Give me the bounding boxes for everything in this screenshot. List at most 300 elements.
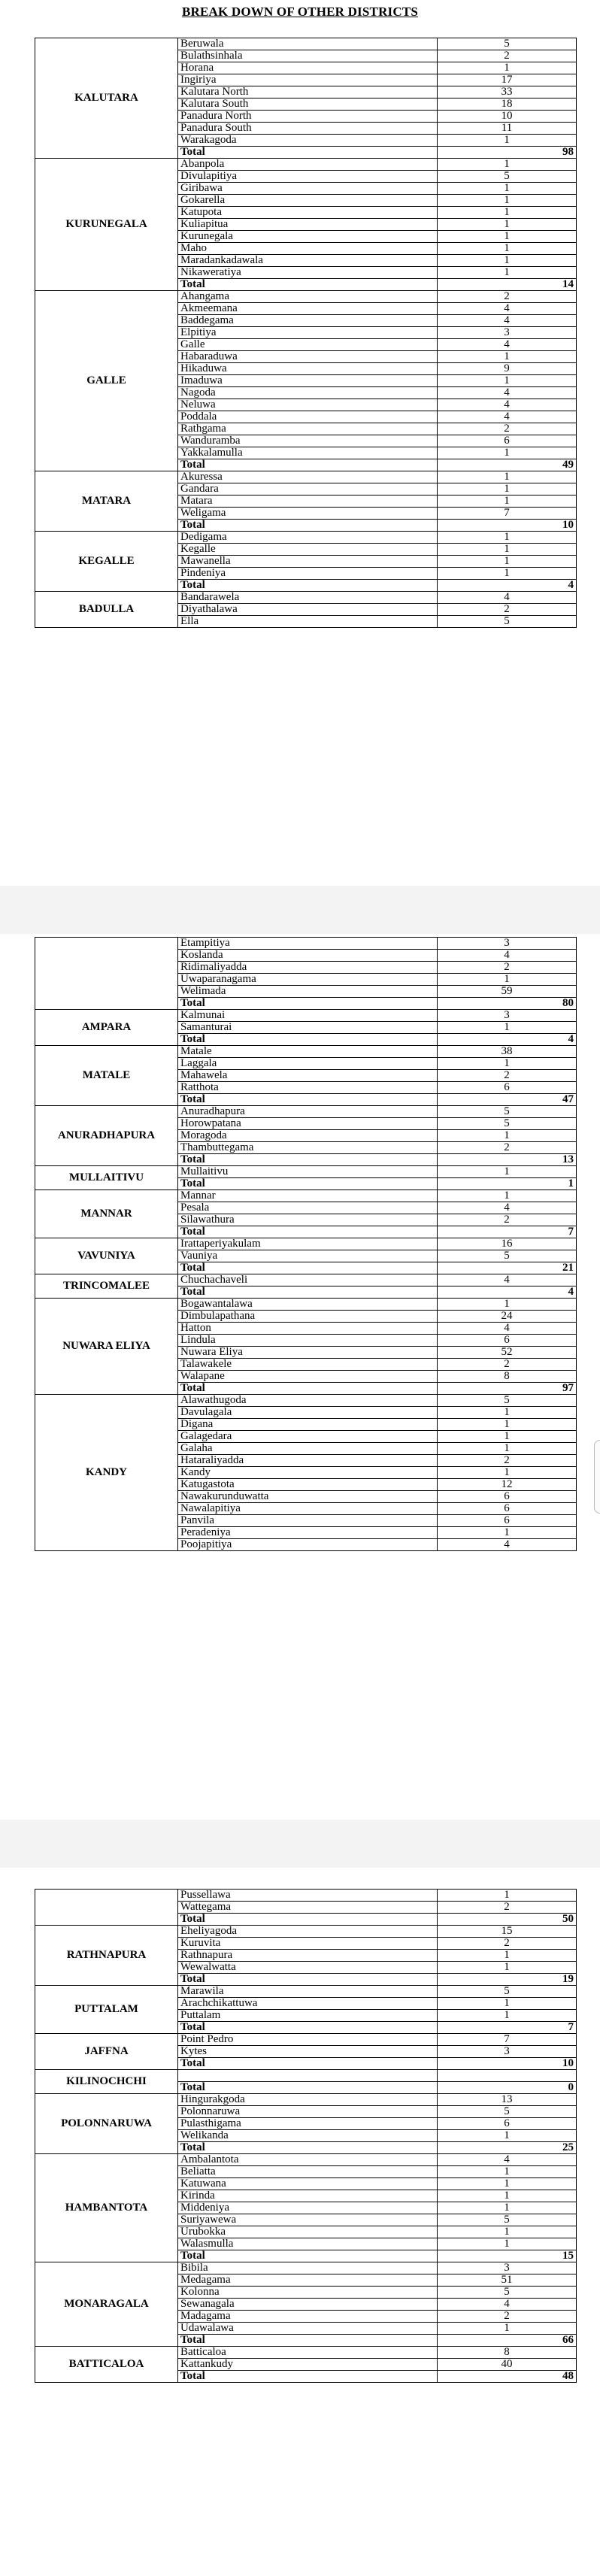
district-name: MATARA [35,471,178,532]
division-name: Akmeemana [178,303,438,315]
division-name: Urubokka [178,2226,438,2238]
district-table-page-3 [35,1889,577,2383]
division-name: Pussellawa [178,1890,438,1902]
division-count: 3 [438,938,577,950]
total-label: Total [178,2058,438,2070]
division-count: 4 [438,1539,577,1551]
total-label: Total [178,1262,438,1274]
division-count: 1 [438,255,577,267]
division-name: Katuwana [178,2178,438,2190]
total-label: Total [178,2250,438,2262]
total-label: Total [178,1034,438,1046]
division-name: Talawakele [178,1359,438,1371]
total-label: Total [178,520,438,532]
division-count: 8 [438,2347,577,2359]
total-value: 49 [438,459,577,471]
division-name: Davulagala [178,1407,438,1419]
division-name: Katupota [178,207,438,219]
division-count: 2 [438,604,577,616]
division-name: Panadura North [178,111,438,123]
division-name: Ridimaliyadda [178,962,438,974]
total-value: 10 [438,520,577,532]
table-row [35,592,577,604]
table-row [35,159,577,171]
table-row [35,1299,577,1311]
division-name: Baddegama [178,315,438,327]
division-name: Moragoda [178,1130,438,1142]
division-name: Puttalam [178,2010,438,2022]
division-count: 2 [438,423,577,435]
total-value: 4 [438,1286,577,1299]
division-count: 1 [438,1998,577,2010]
division-name: Panadura South [178,123,438,135]
division-count: 5 [438,2106,577,2118]
division-name: Rathgama [178,423,438,435]
division-name: Kegalle [178,544,438,556]
table-row [35,1106,577,1118]
division-count: 1 [438,2323,577,2335]
district-name: POLONNARUWA [35,2094,178,2154]
division-count: 6 [438,1335,577,1347]
division-count: 52 [438,1347,577,1359]
division-count: 40 [438,2359,577,2371]
division-count: 16 [438,1238,577,1250]
total-value: 13 [438,1154,577,1166]
total-label: Total [178,1178,438,1190]
division-name: Kuruvita [178,1938,438,1950]
division-count: 1 [438,375,577,387]
total-value: 66 [438,2335,577,2347]
division-count: 1 [438,219,577,231]
table-row [35,2034,577,2046]
division-name: Rathnapura [178,1950,438,1962]
division-name: Habaraduwa [178,351,438,363]
district-name: RATHNAPURA [35,1926,178,1986]
division-name: Hingurakgoda [178,2094,438,2106]
division-name: Dimbulapathana [178,1311,438,1323]
division-count: 6 [438,435,577,447]
division-count: 1 [438,2238,577,2250]
division-count: 5 [438,2214,577,2226]
division-name: Polonnaruwa [178,2106,438,2118]
division-count: 4 [438,1323,577,1335]
scroll-handle[interactable] [594,1440,600,1514]
division-name: Gandara [178,483,438,496]
division-count: 12 [438,1479,577,1491]
division-count: 1 [438,2178,577,2190]
page-break [0,886,600,934]
division-name: Mannar [178,1190,438,1202]
total-label: Total [178,1914,438,1926]
division-name: Nagoda [178,387,438,399]
total-value: 15 [438,2250,577,2262]
division-count: 1 [438,483,577,496]
district-name: AMPARA [35,1010,178,1046]
division-count: 1 [438,568,577,580]
table-row [35,532,577,544]
table-row [35,2094,577,2106]
division-name: Panvila [178,1515,438,1527]
division-name: Arachchikattuwa [178,1998,438,2010]
division-name: Sewanagala [178,2299,438,2311]
division-name: Maho [178,243,438,255]
division-name: Lindula [178,1335,438,1347]
division-count: 1 [438,556,577,568]
division-count [438,2070,577,2082]
total-label: Total [178,2371,438,2383]
division-name: Batticaloa [178,2347,438,2359]
division-count: 3 [438,1010,577,1022]
district-name: KILINOCHCHI [35,2070,178,2094]
division-count: 1 [438,351,577,363]
division-count: 4 [438,411,577,423]
division-name: Nawalapitiya [178,1503,438,1515]
division-name: Katugastota [178,1479,438,1491]
total-label: Total [178,1286,438,1299]
division-count: 1 [438,1407,577,1419]
total-value: 50 [438,1914,577,1926]
division-name: Galaha [178,1443,438,1455]
division-name: Kalutara South [178,98,438,111]
total-value: 21 [438,1262,577,1274]
division-name: Kuliapitua [178,219,438,231]
table-row [35,471,577,483]
total-value: 19 [438,1974,577,1986]
division-name: Kurunegala [178,231,438,243]
division-count: 5 [438,171,577,183]
division-count: 11 [438,123,577,135]
division-name: Koslanda [178,950,438,962]
division-count: 1 [438,243,577,255]
division-count: 1 [438,974,577,986]
division-name: Kandy [178,1467,438,1479]
total-label: Total [178,580,438,592]
division-count: 1 [438,159,577,171]
division-name: Hikaduwa [178,363,438,375]
division-name: Eheliyagoda [178,1926,438,1938]
division-name: Imaduwa [178,375,438,387]
division-count: 6 [438,2118,577,2130]
division-count: 2 [438,50,577,62]
division-name: Marawila [178,1986,438,1998]
division-count: 18 [438,98,577,111]
division-name: Alawathugoda [178,1395,438,1407]
table-row [35,1274,577,1286]
division-name: Nuwara Eliya [178,1347,438,1359]
division-count: 5 [438,1106,577,1118]
division-name: Gokarella [178,195,438,207]
district-table-page-2 [35,937,577,1551]
division-name: Ratthota [178,1082,438,1094]
table-row [35,1046,577,1058]
division-name: Galagedara [178,1431,438,1443]
division-count: 1 [438,2226,577,2238]
division-count: 6 [438,1491,577,1503]
division-name: Hataraliyadda [178,1455,438,1467]
division-count: 1 [438,1467,577,1479]
table-row [35,1238,577,1250]
division-count: 33 [438,86,577,98]
division-name: Galle [178,339,438,351]
total-label: Total [178,147,438,159]
division-name: Mullaitivu [178,1166,438,1178]
division-name: Kolonna [178,2287,438,2299]
division-count: 1 [438,1190,577,1202]
division-count: 7 [438,508,577,520]
total-label: Total [178,2022,438,2034]
district-name: HAMBANTOTA [35,2154,178,2262]
division-name: Wanduramba [178,435,438,447]
division-count: 1 [438,1890,577,1902]
district-name [35,938,178,1010]
division-count: 2 [438,1070,577,1082]
division-name: Welimada [178,986,438,998]
division-name: Wewalwatta [178,1962,438,1974]
division-count: 1 [438,2010,577,2022]
division-name: Middeniya [178,2202,438,2214]
division-count: 1 [438,231,577,243]
division-count: 2 [438,2311,577,2323]
division-count: 3 [438,2262,577,2274]
district-name: BADULLA [35,592,178,628]
total-value: 80 [438,998,577,1010]
division-count: 5 [438,2287,577,2299]
division-count: 5 [438,38,577,50]
total-label: Total [178,1154,438,1166]
division-name: Maradankadawala [178,255,438,267]
division-count: 38 [438,1046,577,1058]
district-name: JAFFNA [35,2034,178,2070]
division-name: Poddala [178,411,438,423]
division-count: 2 [438,1938,577,1950]
division-count: 4 [438,315,577,327]
division-count: 4 [438,2299,577,2311]
division-count: 1 [438,1431,577,1443]
total-value: 97 [438,1383,577,1395]
division-name: Bogawantalawa [178,1299,438,1311]
division-name: Giribawa [178,183,438,195]
total-value: 4 [438,1034,577,1046]
district-name: MULLAITIVU [35,1166,178,1190]
table-row [35,38,577,50]
division-name: Etampitiya [178,938,438,950]
total-value: 4 [438,580,577,592]
division-count: 1 [438,1527,577,1539]
division-name: Mahawela [178,1070,438,1082]
division-name: Bandarawela [178,592,438,604]
division-name: Wattegama [178,1902,438,1914]
division-name: Neluwa [178,399,438,411]
division-count: 5 [438,1250,577,1262]
table-row [35,1890,577,1902]
table-row [35,1010,577,1022]
division-name: Pesala [178,1202,438,1214]
district-name: TRINCOMALEE [35,1274,178,1299]
division-count: 59 [438,986,577,998]
division-name: Dedigama [178,532,438,544]
division-name: Vauniya [178,1250,438,1262]
division-count: 1 [438,471,577,483]
division-count: 1 [438,1443,577,1455]
division-name [178,2070,438,2082]
division-count: 1 [438,135,577,147]
division-name: Point Pedro [178,2034,438,2046]
division-name: Elpitiya [178,327,438,339]
table-row [35,291,577,303]
table-row [35,2154,577,2166]
division-count: 1 [438,1950,577,1962]
division-name: Bulathsinhala [178,50,438,62]
division-count: 1 [438,1022,577,1034]
district-name: KEGALLE [35,532,178,592]
division-name: Mawanella [178,556,438,568]
district-name: BATTICALOA [35,2347,178,2383]
table-row [35,1166,577,1178]
division-count: 6 [438,1503,577,1515]
division-count: 1 [438,544,577,556]
division-name: Suriyawewa [178,2214,438,2226]
division-name: Ahangama [178,291,438,303]
division-name: Yakkalamulla [178,447,438,459]
total-value: 14 [438,279,577,291]
division-name: Diyathalawa [178,604,438,616]
district-name: MANNAR [35,1190,178,1238]
district-name [35,1890,178,1926]
total-value: 98 [438,147,577,159]
division-count: 1 [438,2202,577,2214]
division-count: 8 [438,1371,577,1383]
district-name: MATALE [35,1046,178,1106]
division-name: Digana [178,1419,438,1431]
page-break [0,1820,600,1868]
division-name: Divulapitiya [178,171,438,183]
division-count: 1 [438,1166,577,1178]
district-name: KALUTARA [35,38,178,159]
division-name: Madagama [178,2311,438,2323]
division-count: 6 [438,1515,577,1527]
table-row [35,2070,577,2082]
total-value: 0 [438,2082,577,2094]
division-name: Ambalantota [178,2154,438,2166]
division-count: 5 [438,1986,577,1998]
division-count: 4 [438,303,577,315]
division-name: Weligama [178,508,438,520]
division-name: Matale [178,1046,438,1058]
district-name: KANDY [35,1395,178,1551]
total-label: Total [178,998,438,1010]
table-row [35,1986,577,1998]
division-name: Silawathura [178,1214,438,1226]
division-count: 17 [438,74,577,86]
total-value: 1 [438,1178,577,1190]
division-count: 1 [438,1058,577,1070]
division-count: 24 [438,1311,577,1323]
total-label: Total [178,459,438,471]
division-name: Matara [178,496,438,508]
district-name: PUTTALAM [35,1986,178,2034]
division-name: Horana [178,62,438,74]
division-count: 3 [438,2046,577,2058]
division-name: Laggala [178,1058,438,1070]
division-count: 10 [438,111,577,123]
division-count: 1 [438,2130,577,2142]
division-name: Hatton [178,1323,438,1335]
total-label: Total [178,1974,438,1986]
division-name: Welikanda [178,2130,438,2142]
total-value: 25 [438,2142,577,2154]
division-count: 2 [438,1142,577,1154]
total-value: 7 [438,1226,577,1238]
division-name: Bibila [178,2262,438,2274]
district-name: VAVUNIYA [35,1238,178,1274]
division-name: Medagama [178,2274,438,2287]
district-name: ANURADHAPURA [35,1106,178,1166]
division-count: 1 [438,207,577,219]
total-label: Total [178,2082,438,2094]
division-count: 2 [438,1902,577,1914]
total-label: Total [178,1383,438,1395]
division-count: 1 [438,2166,577,2178]
division-name: Uwaparanagama [178,974,438,986]
division-count: 13 [438,2094,577,2106]
total-label: Total [178,1094,438,1106]
division-count: 51 [438,2274,577,2287]
district-name: KURUNEGALA [35,159,178,291]
division-name: Kirinda [178,2190,438,2202]
division-name: Walasmulla [178,2238,438,2250]
division-count: 1 [438,496,577,508]
division-name: Chuchachaveli [178,1274,438,1286]
table-row [35,938,577,950]
division-name: Ingiriya [178,74,438,86]
total-value: 7 [438,2022,577,2034]
division-name: Pindeniya [178,568,438,580]
division-name: Ella [178,616,438,628]
division-name: Abanpola [178,159,438,171]
division-name: Nawakurunduwatta [178,1491,438,1503]
division-count: 4 [438,2154,577,2166]
table-row [35,2262,577,2274]
division-count: 9 [438,363,577,375]
division-count: 1 [438,1299,577,1311]
division-count: 4 [438,1202,577,1214]
total-value: 47 [438,1094,577,1106]
district-table-page-1 [35,38,577,628]
division-count: 6 [438,1082,577,1094]
division-name: Kytes [178,2046,438,2058]
division-count: 1 [438,447,577,459]
division-count: 1 [438,183,577,195]
total-label: Total [178,2142,438,2154]
division-count: 5 [438,1118,577,1130]
division-count: 15 [438,1926,577,1938]
division-count: 1 [438,1130,577,1142]
division-name: Pulasthigama [178,2118,438,2130]
division-name: Horowpatana [178,1118,438,1130]
division-count: 4 [438,1274,577,1286]
division-name: Kalutara North [178,86,438,98]
division-name: Kattankudy [178,2359,438,2371]
total-value: 48 [438,2371,577,2383]
total-label: Total [178,2335,438,2347]
division-count: 4 [438,339,577,351]
division-count: 4 [438,950,577,962]
division-count: 4 [438,387,577,399]
division-count: 1 [438,532,577,544]
division-count: 2 [438,1359,577,1371]
division-count: 1 [438,1962,577,1974]
table-row [35,1395,577,1407]
